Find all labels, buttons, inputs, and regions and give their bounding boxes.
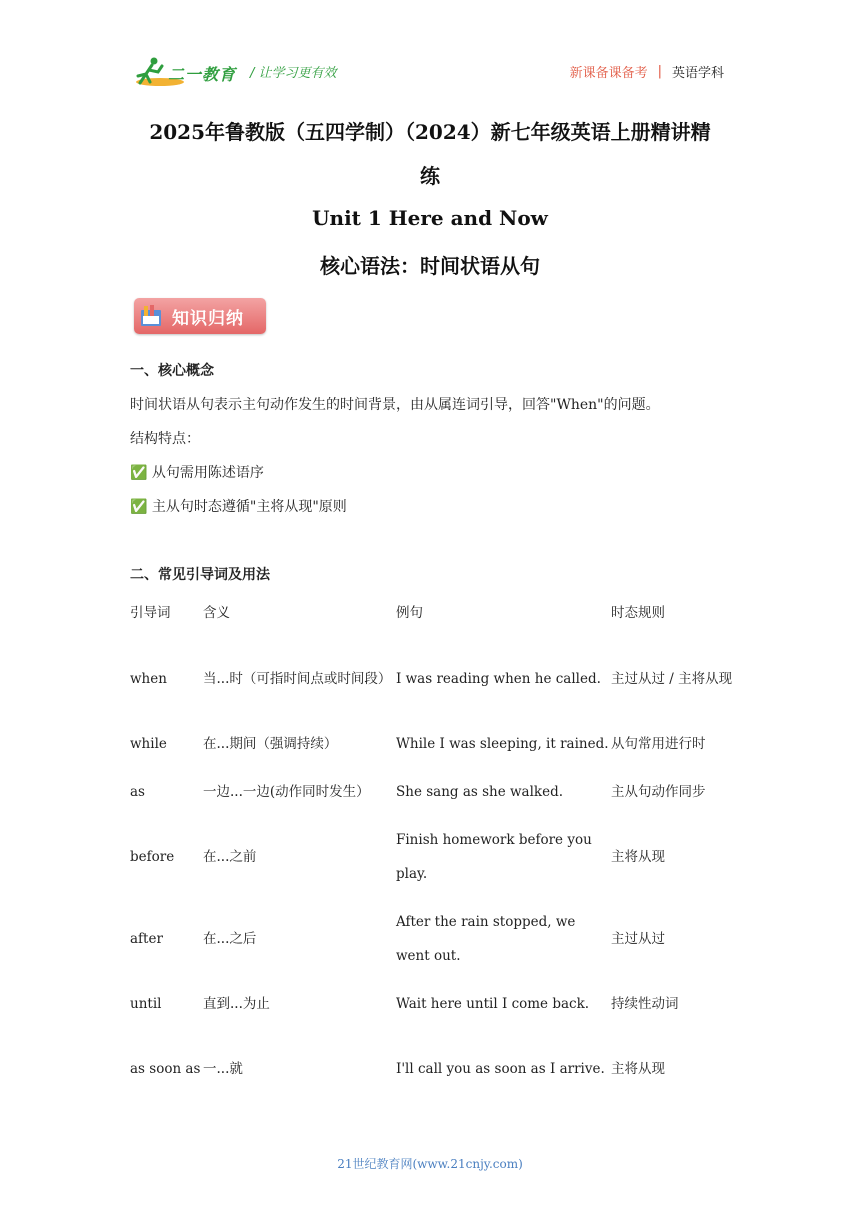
table-row bbox=[130, 726, 735, 762]
cell: while bbox=[130, 736, 167, 752]
cell: until bbox=[130, 996, 162, 1012]
cell: 从句常用进行时 bbox=[611, 736, 706, 752]
book-icon bbox=[140, 304, 162, 328]
section1-heading: 一、核心概念 bbox=[130, 363, 214, 379]
table-row bbox=[130, 762, 735, 822]
cell: Wait here until I come back. bbox=[396, 996, 590, 1012]
features-label: 结构特点： bbox=[130, 431, 200, 447]
cell: 主过从过 / 主将从现 bbox=[611, 671, 733, 687]
table-row bbox=[130, 632, 735, 726]
cell: 主将从现 bbox=[611, 1061, 665, 1077]
cell: I'll call you as soon as I arrive. bbox=[396, 1061, 605, 1077]
col-header: 时态规则 bbox=[611, 605, 665, 621]
logo-text: 二一教育 bbox=[168, 65, 237, 84]
cell: 在...期间（强调持续） bbox=[203, 736, 338, 752]
cell: after bbox=[130, 931, 163, 947]
cell: 主过从过 bbox=[611, 931, 665, 947]
cell: when bbox=[130, 671, 167, 687]
cell: Finish homework before you play. bbox=[396, 832, 592, 882]
cell: 持续性动词 bbox=[611, 996, 679, 1012]
table-header-row bbox=[130, 594, 735, 632]
cell: 一...就 bbox=[203, 1061, 243, 1077]
cell: 直到...为止 bbox=[203, 996, 270, 1012]
knowledge-badge bbox=[134, 298, 266, 334]
header-tag: 新课备课备考 bbox=[569, 66, 648, 81]
table-row bbox=[130, 1022, 735, 1116]
table-row bbox=[130, 822, 735, 892]
page-header bbox=[0, 0, 860, 100]
header-right bbox=[570, 62, 724, 81]
cell: 在...之前 bbox=[203, 849, 257, 865]
badge-label: 知识归纳 bbox=[172, 309, 244, 329]
cell: I was reading when he called. bbox=[396, 671, 601, 687]
cell: as bbox=[130, 784, 145, 800]
feature-point-1: ✅ 从句需用陈述语序 bbox=[130, 465, 264, 481]
table-row bbox=[130, 986, 735, 1022]
feature-point-2: ✅ 主从句时态遵循"主将从现"原则 bbox=[130, 499, 347, 515]
col-header: 含义 bbox=[203, 605, 230, 621]
section1-desc: 时间状语从句表示主句动作发生的时间背景，由从属连词引导，回答"When"的问题。 bbox=[130, 397, 660, 413]
cell: before bbox=[130, 849, 175, 865]
section2-heading: 二、常见引导词及用法 bbox=[130, 567, 270, 583]
col-header: 例句 bbox=[396, 605, 423, 621]
conjunction-table bbox=[130, 594, 735, 1116]
page-footer: 21世纪教育网(www.21cnjy.com) bbox=[337, 1157, 523, 1171]
cell: 在...之后 bbox=[203, 931, 257, 947]
cell: 主将从现 bbox=[611, 849, 665, 865]
unit-title: Unit 1 Here and Now bbox=[312, 206, 548, 230]
cell: as soon as bbox=[130, 1061, 201, 1077]
grammar-title: 核心语法：时间状语从句 bbox=[320, 254, 540, 278]
cell: After the rain stopped, we went out. bbox=[396, 914, 576, 964]
header-separator: | bbox=[657, 64, 662, 79]
cell: 当...时（可指时间点或时间段） bbox=[203, 671, 392, 687]
cell: 一边...一边(动作同时发生） bbox=[203, 784, 370, 800]
table-row bbox=[130, 892, 735, 986]
header-slogan: / 让学习更有效 bbox=[250, 66, 337, 81]
cell: She sang as she walked. bbox=[396, 784, 564, 800]
cell: 主从句动作同步 bbox=[611, 784, 706, 800]
header-subject: 英语学科 bbox=[671, 66, 724, 81]
doc-title-line1: 2025年鲁教版（五四学制）（2024）新七年级英语上册精讲精 bbox=[149, 120, 711, 144]
doc-title-line2: 练 bbox=[420, 164, 440, 188]
col-header: 引导词 bbox=[130, 605, 171, 621]
cell: While I was sleeping, it rained. bbox=[396, 736, 609, 752]
